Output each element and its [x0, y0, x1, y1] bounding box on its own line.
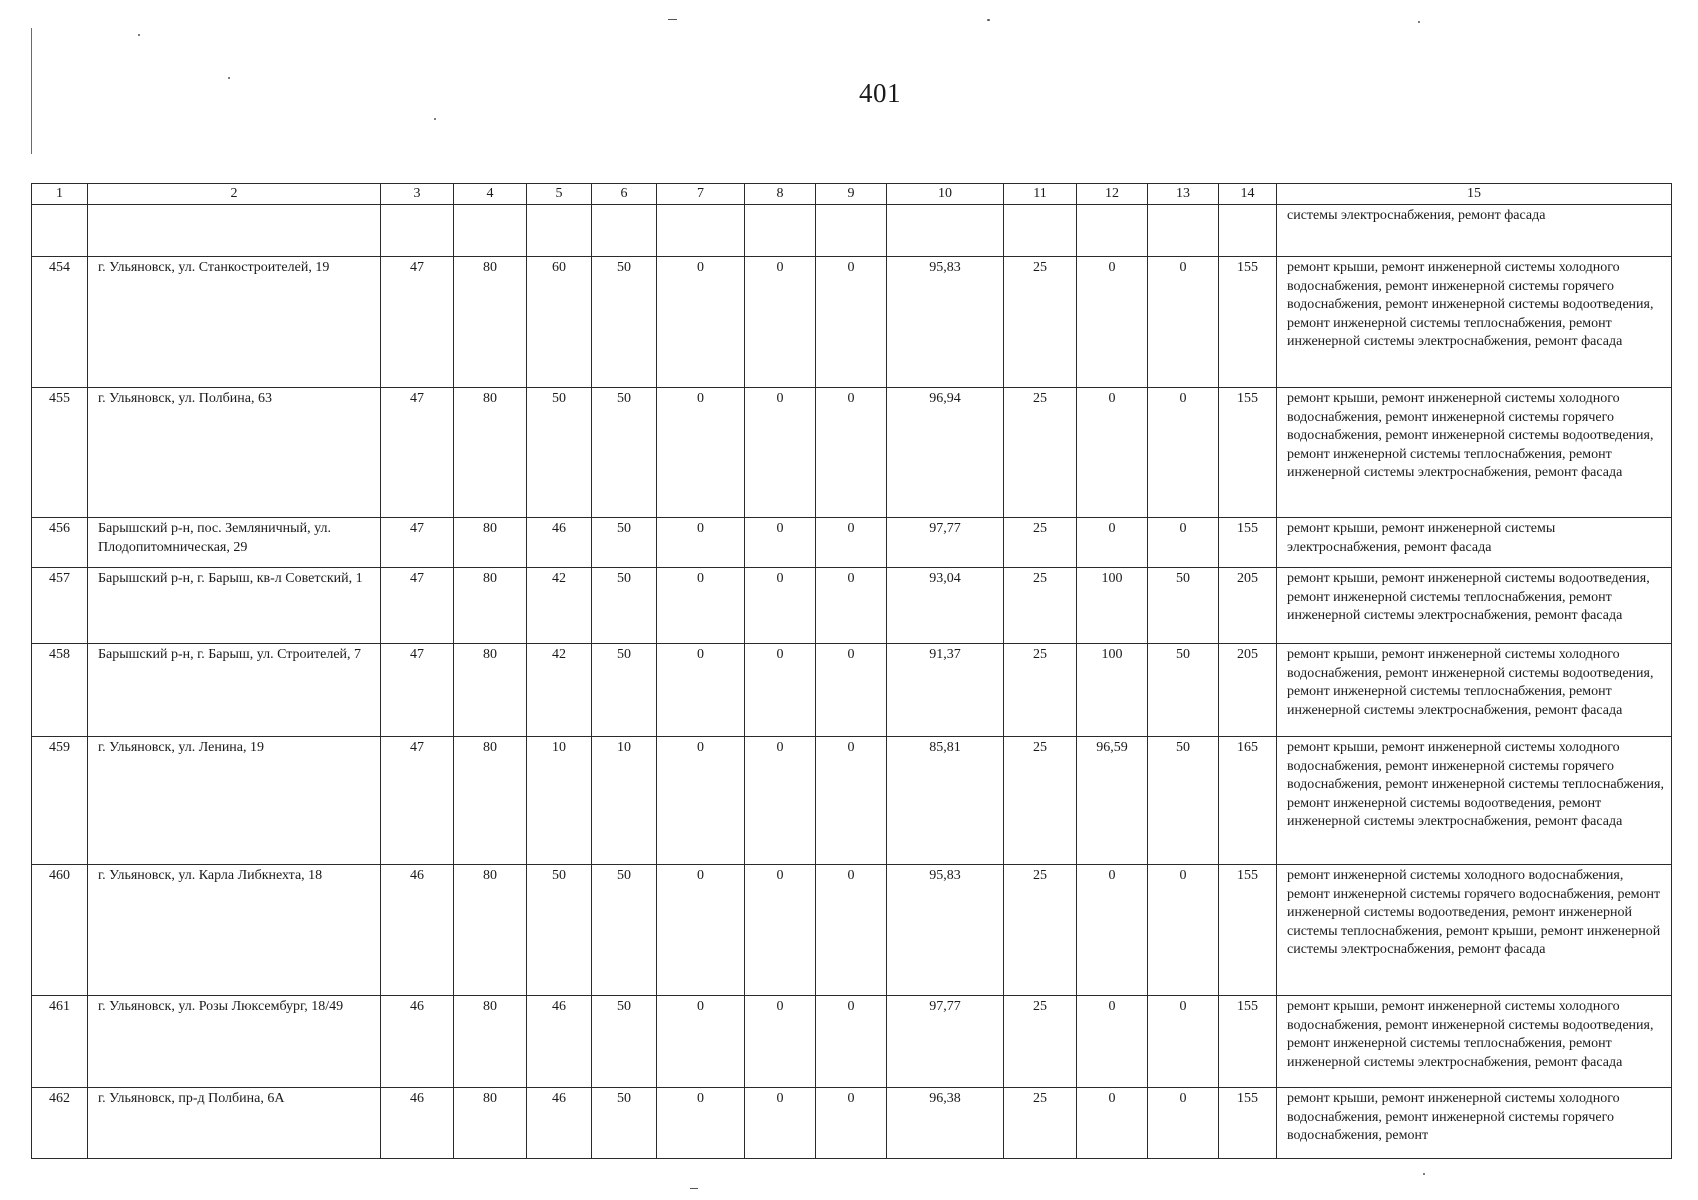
- col4-cell: 80: [454, 865, 527, 996]
- col9-cell: 0: [816, 737, 887, 865]
- column-header: 1: [32, 184, 88, 205]
- col3-cell: 46: [381, 1088, 454, 1159]
- col5-cell: 10: [527, 737, 592, 865]
- address-cell: г. Ульяновск, ул. Карла Либкнехта, 18: [88, 865, 381, 996]
- col3-cell: 47: [381, 737, 454, 865]
- col5-cell: 50: [527, 865, 592, 996]
- col6-cell: 10: [592, 737, 657, 865]
- address-cell: г. Ульяновск, ул. Полбина, 63: [88, 388, 381, 518]
- col11-cell: 25: [1004, 865, 1077, 996]
- repair-works-cell: системы электроснабжения, ремонт фасада: [1277, 205, 1672, 257]
- col10-cell: 97,77: [887, 518, 1004, 568]
- scan-speck: [668, 19, 677, 20]
- col8-cell: 0: [745, 644, 816, 737]
- col11-cell: 25: [1004, 388, 1077, 518]
- column-header: 6: [592, 184, 657, 205]
- col13-cell: 0: [1148, 865, 1219, 996]
- col5-cell: 42: [527, 644, 592, 737]
- col8-cell: 0: [745, 865, 816, 996]
- column-header: 13: [1148, 184, 1219, 205]
- col12-cell: 0: [1077, 388, 1148, 518]
- col11-cell: 25: [1004, 518, 1077, 568]
- repair-works-cell: ремонт крыши, ремонт инженерной системы холодного водоснабжения, ремонт инженерной системы горячего водоснабжения, ремонт инженерной системы водоотведения, ремонт инженерной системы теплоснабжения, ремонт инженерной системы электроснабжения, ремонт фасада: [1277, 257, 1672, 388]
- col5-cell: 46: [527, 518, 592, 568]
- repair-works-cell: ремонт крыши, ремонт инженерной системы водоотведения, ремонт инженерной системы теплоснабжения, ремонт инженерной системы электроснабжения, ремонт фасада: [1277, 568, 1672, 644]
- col4-cell: 80: [454, 737, 527, 865]
- address-cell: Барышский р-н, г. Барыш, кв-л Советский, 1: [88, 568, 381, 644]
- address-cell: г. Ульяновск, пр-д Полбина, 6А: [88, 1088, 381, 1159]
- col5-cell: [527, 205, 592, 257]
- row-number-cell: 458: [32, 644, 88, 737]
- col14-cell: 205: [1219, 644, 1277, 737]
- col11-cell: 25: [1004, 257, 1077, 388]
- column-header: 11: [1004, 184, 1077, 205]
- table-row: [32, 205, 1672, 257]
- column-header: 9: [816, 184, 887, 205]
- col12-cell: 100: [1077, 568, 1148, 644]
- col10-cell: [887, 205, 1004, 257]
- address-cell: Барышский р-н, пос. Земляничный, ул. Плодопитомническая, 29: [88, 518, 381, 568]
- row-number-cell: 457: [32, 568, 88, 644]
- col10-cell: 95,83: [887, 257, 1004, 388]
- address-cell: [88, 205, 381, 257]
- table-row: [32, 1088, 1672, 1159]
- col12-cell: 0: [1077, 518, 1148, 568]
- scan-speck: [690, 1188, 698, 1189]
- col9-cell: 0: [816, 996, 887, 1088]
- repair-works-cell: ремонт крыши, ремонт инженерной системы холодного водоснабжения, ремонт инженерной системы водоотведения, ремонт инженерной системы теплоснабжения, ремонт инженерной системы электроснабжения, ремонт фасада: [1277, 996, 1672, 1088]
- col10-cell: 91,37: [887, 644, 1004, 737]
- repair-works-cell: ремонт инженерной системы холодного водоснабжения, ремонт инженерной системы горячего водоснабжения, ремонт инженерной системы водоотведения, ремонт инженерной системы теплоснабжения, ремонт крыши, ремонт инженерной системы электроснабжения, ремонт фасада: [1277, 865, 1672, 996]
- table-row: [32, 644, 1672, 737]
- col6-cell: 50: [592, 518, 657, 568]
- col12-cell: 100: [1077, 644, 1148, 737]
- table-row: [32, 737, 1672, 865]
- col13-cell: 0: [1148, 257, 1219, 388]
- column-header: 15: [1277, 184, 1672, 205]
- col4-cell: 80: [454, 644, 527, 737]
- col13-cell: 50: [1148, 644, 1219, 737]
- table-body: [32, 205, 1672, 1159]
- col6-cell: 50: [592, 1088, 657, 1159]
- col14-cell: 155: [1219, 518, 1277, 568]
- row-number-cell: 456: [32, 518, 88, 568]
- col11-cell: 25: [1004, 1088, 1077, 1159]
- col3-cell: 47: [381, 644, 454, 737]
- scan-speck: [987, 19, 990, 21]
- repair-works-cell: ремонт крыши, ремонт инженерной системы холодного водоснабжения, ремонт инженерной системы горячего водоснабжения, ремонт: [1277, 1088, 1672, 1159]
- col9-cell: 0: [816, 257, 887, 388]
- row-number-cell: 459: [32, 737, 88, 865]
- col6-cell: 50: [592, 257, 657, 388]
- col7-cell: 0: [657, 568, 745, 644]
- column-header: 5: [527, 184, 592, 205]
- col5-cell: 46: [527, 1088, 592, 1159]
- row-number-cell: 461: [32, 996, 88, 1088]
- col3-cell: 47: [381, 257, 454, 388]
- address-cell: г. Ульяновск, ул. Розы Люксембург, 18/49: [88, 996, 381, 1088]
- address-cell: г. Ульяновск, ул. Станкостроителей, 19: [88, 257, 381, 388]
- scan-speck: [138, 34, 140, 36]
- column-header: 7: [657, 184, 745, 205]
- col12-cell: 96,59: [1077, 737, 1148, 865]
- table-row: [32, 388, 1672, 518]
- col9-cell: [816, 205, 887, 257]
- col8-cell: 0: [745, 388, 816, 518]
- col7-cell: 0: [657, 996, 745, 1088]
- col13-cell: 0: [1148, 518, 1219, 568]
- col3-cell: 46: [381, 865, 454, 996]
- column-header: 4: [454, 184, 527, 205]
- col3-cell: 47: [381, 518, 454, 568]
- col14-cell: [1219, 205, 1277, 257]
- col9-cell: 0: [816, 568, 887, 644]
- col11-cell: 25: [1004, 644, 1077, 737]
- row-number-cell: 462: [32, 1088, 88, 1159]
- col10-cell: 95,83: [887, 865, 1004, 996]
- col13-cell: 0: [1148, 388, 1219, 518]
- col8-cell: 0: [745, 518, 816, 568]
- col10-cell: 96,38: [887, 1088, 1004, 1159]
- scan-speck: [228, 77, 230, 79]
- row-number-cell: 460: [32, 865, 88, 996]
- col8-cell: 0: [745, 737, 816, 865]
- column-header: 2: [88, 184, 381, 205]
- col12-cell: 0: [1077, 865, 1148, 996]
- address-cell: Барышский р-н, г. Барыш, ул. Строителей, 7: [88, 644, 381, 737]
- housing-repair-table-wrapper: [31, 183, 1671, 1159]
- column-header: 10: [887, 184, 1004, 205]
- col14-cell: 155: [1219, 388, 1277, 518]
- col7-cell: 0: [657, 388, 745, 518]
- scan-speck: [1418, 21, 1420, 23]
- repair-works-cell: ремонт крыши, ремонт инженерной системы электроснабжения, ремонт фасада: [1277, 518, 1672, 568]
- page-number: 401: [859, 78, 901, 108]
- col13-cell: 50: [1148, 568, 1219, 644]
- col9-cell: 0: [816, 518, 887, 568]
- col14-cell: 205: [1219, 568, 1277, 644]
- col7-cell: 0: [657, 737, 745, 865]
- col8-cell: [745, 205, 816, 257]
- col3-cell: 47: [381, 388, 454, 518]
- col12-cell: 0: [1077, 996, 1148, 1088]
- col12-cell: 0: [1077, 1088, 1148, 1159]
- col4-cell: [454, 205, 527, 257]
- col4-cell: 80: [454, 1088, 527, 1159]
- col10-cell: 93,04: [887, 568, 1004, 644]
- col8-cell: 0: [745, 996, 816, 1088]
- col11-cell: 25: [1004, 568, 1077, 644]
- col14-cell: 155: [1219, 257, 1277, 388]
- col8-cell: 0: [745, 257, 816, 388]
- col9-cell: 0: [816, 865, 887, 996]
- col7-cell: 0: [657, 1088, 745, 1159]
- housing-repair-table: [31, 183, 1672, 1159]
- row-number-cell: 454: [32, 257, 88, 388]
- col6-cell: 50: [592, 644, 657, 737]
- col10-cell: 97,77: [887, 996, 1004, 1088]
- col4-cell: 80: [454, 257, 527, 388]
- scan-speck: [434, 118, 436, 120]
- col13-cell: 0: [1148, 996, 1219, 1088]
- col7-cell: [657, 205, 745, 257]
- column-header: 3: [381, 184, 454, 205]
- col3-cell: [381, 205, 454, 257]
- col7-cell: 0: [657, 257, 745, 388]
- col11-cell: 25: [1004, 737, 1077, 865]
- row-number-cell: 455: [32, 388, 88, 518]
- table-row: [32, 865, 1672, 996]
- col5-cell: 42: [527, 568, 592, 644]
- col6-cell: 50: [592, 568, 657, 644]
- col7-cell: 0: [657, 865, 745, 996]
- col5-cell: 50: [527, 388, 592, 518]
- column-header: 12: [1077, 184, 1148, 205]
- row-number-cell: [32, 205, 88, 257]
- col6-cell: [592, 205, 657, 257]
- repair-works-cell: ремонт крыши, ремонт инженерной системы холодного водоснабжения, ремонт инженерной системы горячего водоснабжения, ремонт инженерной системы водоотведения, ремонт инженерной системы теплоснабжения, ремонт инженерной системы электроснабжения, ремонт фасада: [1277, 388, 1672, 518]
- col8-cell: 0: [745, 1088, 816, 1159]
- col14-cell: 165: [1219, 737, 1277, 865]
- col6-cell: 50: [592, 865, 657, 996]
- column-number-row: [32, 184, 1672, 205]
- col12-cell: [1077, 205, 1148, 257]
- table-row: [32, 996, 1672, 1088]
- address-cell: г. Ульяновск, ул. Ленина, 19: [88, 737, 381, 865]
- col4-cell: 80: [454, 996, 527, 1088]
- col6-cell: 50: [592, 996, 657, 1088]
- col4-cell: 80: [454, 568, 527, 644]
- col8-cell: 0: [745, 568, 816, 644]
- scan-speck: [1423, 1173, 1425, 1175]
- table-row: [32, 518, 1672, 568]
- col12-cell: 0: [1077, 257, 1148, 388]
- col10-cell: 96,94: [887, 388, 1004, 518]
- col14-cell: 155: [1219, 865, 1277, 996]
- col4-cell: 80: [454, 518, 527, 568]
- col9-cell: 0: [816, 644, 887, 737]
- column-header: 14: [1219, 184, 1277, 205]
- table-row: [32, 568, 1672, 644]
- col7-cell: 0: [657, 644, 745, 737]
- col3-cell: 47: [381, 568, 454, 644]
- col3-cell: 46: [381, 996, 454, 1088]
- col13-cell: [1148, 205, 1219, 257]
- column-header: 8: [745, 184, 816, 205]
- col11-cell: 25: [1004, 996, 1077, 1088]
- col14-cell: 155: [1219, 996, 1277, 1088]
- col13-cell: 50: [1148, 737, 1219, 865]
- col10-cell: 85,81: [887, 737, 1004, 865]
- col11-cell: [1004, 205, 1077, 257]
- repair-works-cell: ремонт крыши, ремонт инженерной системы холодного водоснабжения, ремонт инженерной системы горячего водоснабжения, ремонт инженерной системы теплоснабжения, ремонт инженерной системы водоотведения, ремонт инженерной системы электроснабжения, ремонт фасада: [1277, 737, 1672, 865]
- col4-cell: 80: [454, 388, 527, 518]
- col5-cell: 46: [527, 996, 592, 1088]
- col9-cell: 0: [816, 1088, 887, 1159]
- col5-cell: 60: [527, 257, 592, 388]
- table-row: [32, 257, 1672, 388]
- col6-cell: 50: [592, 388, 657, 518]
- col9-cell: 0: [816, 388, 887, 518]
- col14-cell: 155: [1219, 1088, 1277, 1159]
- col7-cell: 0: [657, 518, 745, 568]
- repair-works-cell: ремонт крыши, ремонт инженерной системы холодного водоснабжения, ремонт инженерной системы водоотведения, ремонт инженерной системы теплоснабжения, ремонт инженерной системы электроснабжения, ремонт фасада: [1277, 644, 1672, 737]
- col13-cell: 0: [1148, 1088, 1219, 1159]
